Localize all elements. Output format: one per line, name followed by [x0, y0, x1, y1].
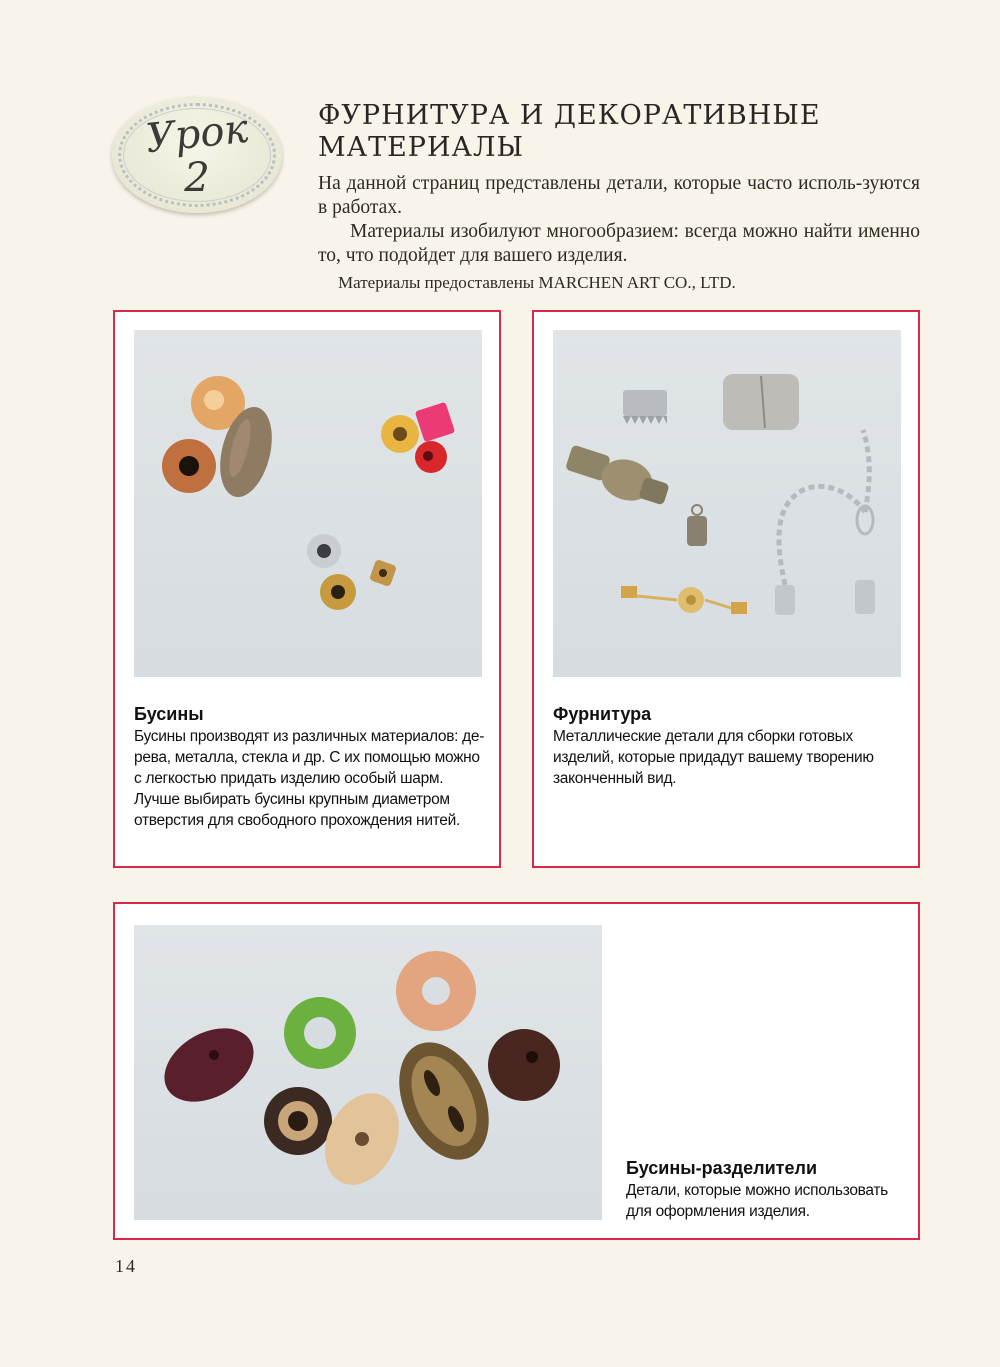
lesson-number: 2	[184, 155, 210, 201]
beads-description	[134, 726, 494, 831]
findings-photo	[553, 330, 901, 677]
beads-line-3: с легкостью придать изделию особый шарм.	[134, 770, 444, 787]
materials-credit: Материалы предоставлены MARCHEN ART CO., LTD.	[338, 273, 736, 292]
beads-illustration	[134, 330, 482, 677]
findings-description	[553, 726, 913, 789]
beads-photo	[134, 330, 482, 677]
spacers-line-1: Детали, которые можно использовать	[626, 1182, 888, 1199]
intro-paragraph-1: На данной страниц представлены детали, которые часто исполь-зуются в работах.	[318, 173, 920, 218]
spacers-line-2: для оформления изделия.	[626, 1203, 810, 1220]
findings-card	[532, 310, 920, 868]
findings-line-1: Металлические детали для сборки готовых	[553, 728, 853, 745]
spacers-photo	[134, 925, 602, 1220]
beads-card	[113, 310, 501, 868]
intro-paragraph-2: Материалы изобилуют многообразием: всегда можно найти именно то, что подойдет для вашего изделия.	[318, 221, 920, 266]
beads-title: Бусины	[134, 704, 204, 724]
title-line-1: ФУРНИТУРА И ДЕКОРАТИВНЫЕ	[318, 100, 821, 131]
spacers-title: Бусины-разделители	[626, 1158, 818, 1178]
beads-line-2: рева, металла, стекла и др. С их помощью можно	[134, 749, 480, 766]
lesson-badge	[112, 97, 282, 213]
intro-text	[318, 172, 920, 268]
findings-title: Фурнитура	[553, 704, 652, 724]
findings-line-2: изделий, которые придадут вашему творению	[553, 749, 874, 766]
title-line-2: МАТЕРИАЛЫ	[318, 132, 525, 163]
beads-line-4: Лучше выбирать бусины крупным диаметром	[134, 791, 450, 808]
findings-illustration	[553, 330, 901, 677]
findings-line-3: законченный вид.	[553, 770, 677, 787]
lesson-word: Урок	[143, 105, 251, 163]
beads-line-1: Бусины производят из различных материалов: де-	[134, 728, 485, 745]
page-title	[318, 100, 918, 164]
beads-line-5: отверстия для свободного прохождения нитей.	[134, 812, 460, 829]
spacers-illustration	[134, 925, 602, 1220]
spacers-card	[113, 902, 920, 1240]
page-number: 14	[115, 1256, 137, 1276]
spacers-description	[626, 1180, 906, 1222]
